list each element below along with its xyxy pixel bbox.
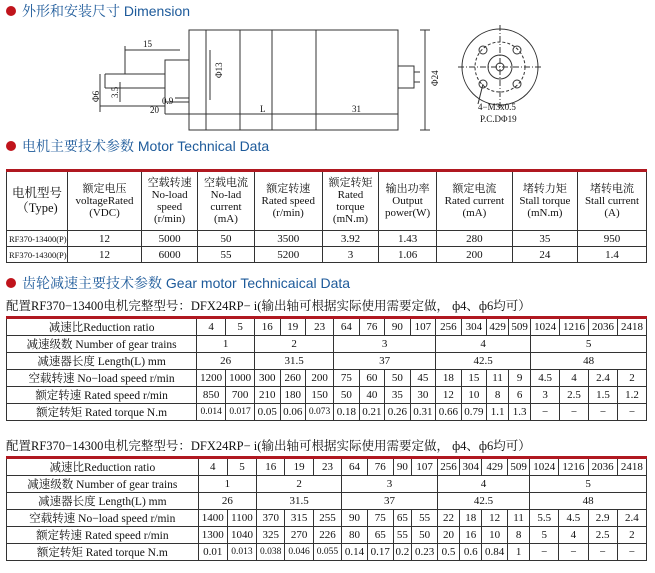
ratio-cell: 304 — [461, 318, 486, 336]
table-cell: 1.2 — [617, 387, 646, 404]
trains-cell: 4 — [437, 476, 529, 493]
table-cell: 0.18 — [334, 404, 359, 421]
section-title: 齿轮减速主要技术参数 Gear motor Technicaical Data — [22, 275, 351, 291]
table-row — [7, 247, 647, 263]
table-cell: 0.017 — [226, 404, 255, 421]
trains-cell: 1 — [198, 476, 256, 493]
header-rated-current: 额定电流 Rated current (mA) — [437, 171, 513, 231]
table-cell: 0.5 — [437, 544, 459, 561]
ratio-cell: 304 — [460, 458, 482, 476]
ratio-cell: 19 — [285, 458, 313, 476]
table-cell: 24 — [512, 247, 577, 263]
table-cell: 1.43 — [379, 231, 437, 247]
table-cell: 300 — [255, 370, 280, 387]
length-cell: 48 — [531, 353, 647, 370]
table-cell: 5200 — [254, 247, 322, 263]
ratio-cell: 4 — [198, 458, 227, 476]
table-cell: 260 — [280, 370, 305, 387]
row-label: 额定转矩 Rated torque N.m — [7, 544, 199, 561]
row-label: 额定转矩 Rated torque N.m — [7, 404, 197, 421]
section-heading-dimension — [6, 2, 190, 20]
ratio-cell: 2036 — [588, 458, 617, 476]
trains-cell: 1 — [197, 336, 255, 353]
table-cell: 370 — [257, 510, 285, 527]
table-cell: 1400 — [198, 510, 227, 527]
table-cell: 325 — [257, 527, 285, 544]
ratio-cell: 2418 — [617, 458, 646, 476]
dim-holes: 4−M3x0.5 — [478, 102, 516, 112]
table-cell: 80 — [342, 527, 368, 544]
table-cell: 1.3 — [509, 404, 531, 421]
row-label: 减速比Reduction ratio — [7, 318, 197, 336]
ratio-cell: 509 — [509, 318, 531, 336]
ratio-cell: 256 — [436, 318, 461, 336]
dim-phi6: Φ6 — [91, 90, 101, 102]
table-cell: 200 — [437, 247, 513, 263]
table-cell: 0.79 — [461, 404, 486, 421]
table-row — [7, 231, 647, 247]
table-cell: 65 — [367, 527, 393, 544]
table-cell: 0.2 — [393, 544, 412, 561]
dim-0-9: 0.9 — [162, 96, 174, 106]
length-cell: 42.5 — [437, 493, 529, 510]
dim-31: 31 — [352, 104, 361, 114]
header-output-power: 输出功率 Output power(W) — [379, 171, 437, 231]
table-cell: 12 — [482, 510, 508, 527]
header-type: 电机型号 （Type) — [7, 171, 68, 231]
table-cell: 65 — [393, 510, 412, 527]
table-cell: 12 — [68, 247, 142, 263]
ratio-cell: 1216 — [560, 318, 589, 336]
table-cell: 850 — [197, 387, 226, 404]
table-cell: 20 — [437, 527, 459, 544]
ratio-cell: 2418 — [617, 318, 646, 336]
table-cell: 3.92 — [322, 231, 378, 247]
table-cell: 16 — [460, 527, 482, 544]
ratio-cell: 509 — [507, 458, 529, 476]
table-cell: 10 — [482, 527, 508, 544]
row-label: 减速器长度 Length(L) mm — [7, 353, 197, 370]
ratio-cell: 107 — [412, 458, 438, 476]
table-cell: 75 — [334, 370, 359, 387]
table-cell: 180 — [280, 387, 305, 404]
table-cell: 4 — [559, 527, 588, 544]
ratio-row — [7, 458, 647, 476]
dim-pcd: P.C.DΦ19 — [480, 114, 517, 124]
table-cell: 280 — [437, 231, 513, 247]
length-cell: 37 — [342, 493, 438, 510]
table-cell: 1100 — [227, 510, 256, 527]
table-cell: 4.5 — [531, 370, 560, 387]
length-cell: 31.5 — [255, 353, 334, 370]
table-cell: 9 — [509, 370, 531, 387]
table-cell: 18 — [436, 370, 461, 387]
table-cell: − — [589, 404, 618, 421]
table-cell: 55 — [393, 527, 412, 544]
rated-speed-row — [7, 387, 647, 404]
length-cell: 31.5 — [257, 493, 342, 510]
ratio-cell: 429 — [487, 318, 509, 336]
table-cell: − — [617, 404, 646, 421]
gear-trains-row — [7, 336, 647, 353]
bullet-icon — [6, 6, 16, 16]
table-cell: 0.21 — [359, 404, 384, 421]
table-cell: 4 — [560, 370, 589, 387]
table-cell: − — [560, 404, 589, 421]
table-cell: 50 — [334, 387, 359, 404]
table-cell: 0.013 — [227, 544, 256, 561]
config-note-1: 配置RF370−13400电机完整型号：DFX24RP− i(输出轴可根据实际使用需要定做， ф4、ф6均可） — [6, 299, 531, 313]
row-label: 额定转速 Rated speed r/min — [7, 387, 197, 404]
table-cell: 12 — [436, 387, 461, 404]
ratio-cell: 5 — [226, 318, 255, 336]
trains-cell: 4 — [436, 336, 531, 353]
trains-cell: 5 — [531, 336, 647, 353]
row-label: 空载转速 No−load speed r/min — [7, 510, 199, 527]
motor-table — [6, 169, 647, 263]
trains-cell: 2 — [257, 476, 342, 493]
table-cell: 12 — [68, 231, 142, 247]
table-cell: 1000 — [226, 370, 255, 387]
table-cell: 3 — [531, 387, 560, 404]
table-cell: 2 — [617, 370, 646, 387]
table-cell: 2.5 — [560, 387, 589, 404]
table-cell: 0.66 — [436, 404, 461, 421]
header-noload-speed: 空载转速 No-load speed (r/min) — [141, 171, 197, 231]
ratio-cell: 76 — [359, 318, 384, 336]
table-cell: 2.5 — [588, 527, 617, 544]
gear-trains-row — [7, 476, 647, 493]
ratio-cell: 16 — [257, 458, 285, 476]
table-cell: 150 — [306, 387, 334, 404]
table-cell: 0.26 — [385, 404, 410, 421]
motor-header-row — [7, 171, 647, 231]
ratio-cell: 90 — [393, 458, 412, 476]
table-cell: 0.038 — [257, 544, 285, 561]
table-cell: 0.073 — [306, 404, 334, 421]
table-cell: 2.4 — [589, 370, 618, 387]
length-row — [7, 493, 647, 510]
gear-table-13400 — [6, 316, 647, 421]
ratio-cell: 1024 — [531, 318, 560, 336]
table-cell: − — [588, 544, 617, 561]
table-cell: 700 — [226, 387, 255, 404]
table-cell: 55 — [198, 247, 254, 263]
table-cell: 0.6 — [460, 544, 482, 561]
dim-15: 15 — [143, 39, 152, 49]
table-cell: 5.5 — [530, 510, 559, 527]
dim-20: 20 — [150, 105, 159, 115]
table-cell: 0.14 — [342, 544, 368, 561]
table-cell: 22 — [437, 510, 459, 527]
ratio-cell: 16 — [255, 318, 280, 336]
ratio-cell: 4 — [197, 318, 226, 336]
table-cell: − — [559, 544, 588, 561]
length-cell: 37 — [334, 353, 436, 370]
table-cell: 210 — [255, 387, 280, 404]
row-label: 减速器长度 Length(L) mm — [7, 493, 199, 510]
table-cell: 1.06 — [379, 247, 437, 263]
ratio-cell: 64 — [334, 318, 359, 336]
rated-speed-row — [7, 527, 647, 544]
trains-cell: 5 — [530, 476, 647, 493]
ratio-cell: 256 — [437, 458, 459, 476]
gear-table-14300 — [6, 456, 647, 561]
table-cell: 55 — [412, 510, 438, 527]
table-cell: 0.01 — [198, 544, 227, 561]
table-cell: 40 — [359, 387, 384, 404]
noload-row — [7, 370, 647, 387]
row-label: 空载转速 No−load speed r/min — [7, 370, 197, 387]
trains-cell: 3 — [342, 476, 438, 493]
table-cell: 10 — [461, 387, 486, 404]
table-cell: 1200 — [197, 370, 226, 387]
table-cell: − — [530, 544, 559, 561]
dim-phi24: Φ24 — [430, 70, 440, 86]
row-label: 减速级数 Number of gear trains — [7, 336, 197, 353]
table-cell: 0.31 — [410, 404, 435, 421]
table-cell: 1300 — [198, 527, 227, 544]
header-noload-current: 空载电流 No-lad current (mA) — [198, 171, 254, 231]
table-cell: 50 — [412, 527, 438, 544]
table-cell: 1040 — [227, 527, 256, 544]
table-cell: 0.046 — [285, 544, 313, 561]
table-cell: 90 — [342, 510, 368, 527]
header-stall-current: 堵转电流 Stall current (A) — [577, 171, 646, 231]
table-cell: 50 — [198, 231, 254, 247]
table-cell: 1.1 — [487, 404, 509, 421]
table-cell: 35 — [512, 231, 577, 247]
table-cell: 0.055 — [313, 544, 341, 561]
table-cell: 270 — [285, 527, 313, 544]
table-cell: 18 — [460, 510, 482, 527]
header-voltage: 额定电压 voltageRated (VDC) — [68, 171, 142, 231]
header-rated-speed: 额定转速 Rated speed (r/min) — [254, 171, 322, 231]
length-cell: 26 — [198, 493, 256, 510]
trains-cell: 2 — [255, 336, 334, 353]
table-cell: 2.4 — [617, 510, 646, 527]
ratio-cell: 429 — [482, 458, 508, 476]
table-cell: 315 — [285, 510, 313, 527]
table-cell: 60 — [359, 370, 384, 387]
section-heading-gear — [6, 274, 350, 292]
ratio-row — [7, 318, 647, 336]
table-cell: 11 — [487, 370, 509, 387]
table-cell: 0.84 — [482, 544, 508, 561]
table-cell: 255 — [313, 510, 341, 527]
table-cell: 226 — [313, 527, 341, 544]
ratio-cell: 23 — [313, 458, 341, 476]
ratio-cell: 1216 — [559, 458, 588, 476]
table-cell: 45 — [410, 370, 435, 387]
table-cell: 30 — [410, 387, 435, 404]
table-cell: 0.05 — [255, 404, 280, 421]
table-cell: 8 — [507, 527, 529, 544]
dimension-drawing — [0, 22, 655, 132]
ratio-cell: 76 — [367, 458, 393, 476]
table-cell: 6 — [509, 387, 531, 404]
ratio-cell: 23 — [306, 318, 334, 336]
table-cell: 3500 — [254, 231, 322, 247]
ratio-cell: 5 — [227, 458, 256, 476]
table-cell: 2 — [617, 527, 646, 544]
length-row — [7, 353, 647, 370]
noload-row — [7, 510, 647, 527]
ratio-cell: 64 — [342, 458, 368, 476]
ratio-cell: 90 — [385, 318, 410, 336]
table-cell: 6000 — [141, 247, 197, 263]
table-cell: 0.23 — [412, 544, 438, 561]
table-cell: 200 — [306, 370, 334, 387]
dim-3-5: 3.5 — [110, 86, 120, 98]
table-cell: − — [617, 544, 646, 561]
ratio-cell: 19 — [280, 318, 305, 336]
config-note-2: 配置RF370−14300电机完整型号：DFX24RP− i(输出轴可根据实际使用需要定做， ф4、ф6均可） — [6, 439, 531, 453]
table-cell: 5 — [530, 527, 559, 544]
ratio-cell: 1024 — [530, 458, 559, 476]
row-label: 减速级数 Number of gear trains — [7, 476, 199, 493]
header-stall-torque: 堵转力矩 Stall torque (mN.m) — [512, 171, 577, 231]
table-cell: 1.5 — [589, 387, 618, 404]
length-cell: 42.5 — [436, 353, 531, 370]
ratio-cell: 107 — [410, 318, 435, 336]
table-cell: 11 — [507, 510, 529, 527]
trains-cell: 3 — [334, 336, 436, 353]
length-cell: 48 — [530, 493, 647, 510]
table-cell: 0.06 — [280, 404, 305, 421]
bullet-icon — [6, 278, 16, 288]
section-title: 电机主要技术参数 Motor Technical Data — [22, 138, 270, 154]
table-cell: 950 — [577, 231, 646, 247]
table-cell: − — [531, 404, 560, 421]
header-rated-torque: 额定转矩 Rated torque (mN.m) — [322, 171, 378, 231]
table-cell: 1 — [507, 544, 529, 561]
table-cell: 0.014 — [197, 404, 226, 421]
cell-model: RF370-14300(P) — [7, 247, 68, 263]
row-label: 减速比Reduction ratio — [7, 458, 199, 476]
rated-torque-row — [7, 404, 647, 421]
bullet-icon — [6, 141, 16, 151]
dim-L: L — [260, 104, 266, 114]
rated-torque-row — [7, 544, 647, 561]
length-cell: 26 — [197, 353, 255, 370]
table-cell: 75 — [367, 510, 393, 527]
section-heading-motor — [6, 137, 269, 155]
table-cell: 1.4 — [577, 247, 646, 263]
table-cell: 3 — [322, 247, 378, 263]
table-cell: 2.9 — [588, 510, 617, 527]
ratio-cell: 2036 — [589, 318, 618, 336]
dim-phi13: Φ13 — [214, 62, 224, 78]
row-label: 额定转速 Rated speed r/min — [7, 527, 199, 544]
table-cell: 8 — [487, 387, 509, 404]
table-cell: 50 — [385, 370, 410, 387]
table-cell: 4.5 — [559, 510, 588, 527]
table-cell: 0.17 — [367, 544, 393, 561]
table-cell: 15 — [461, 370, 486, 387]
table-cell: 5000 — [141, 231, 197, 247]
table-cell: 35 — [385, 387, 410, 404]
cell-model: RF370-13400(P) — [7, 231, 68, 247]
section-title: 外形和安装尺寸 Dimension — [22, 3, 191, 19]
